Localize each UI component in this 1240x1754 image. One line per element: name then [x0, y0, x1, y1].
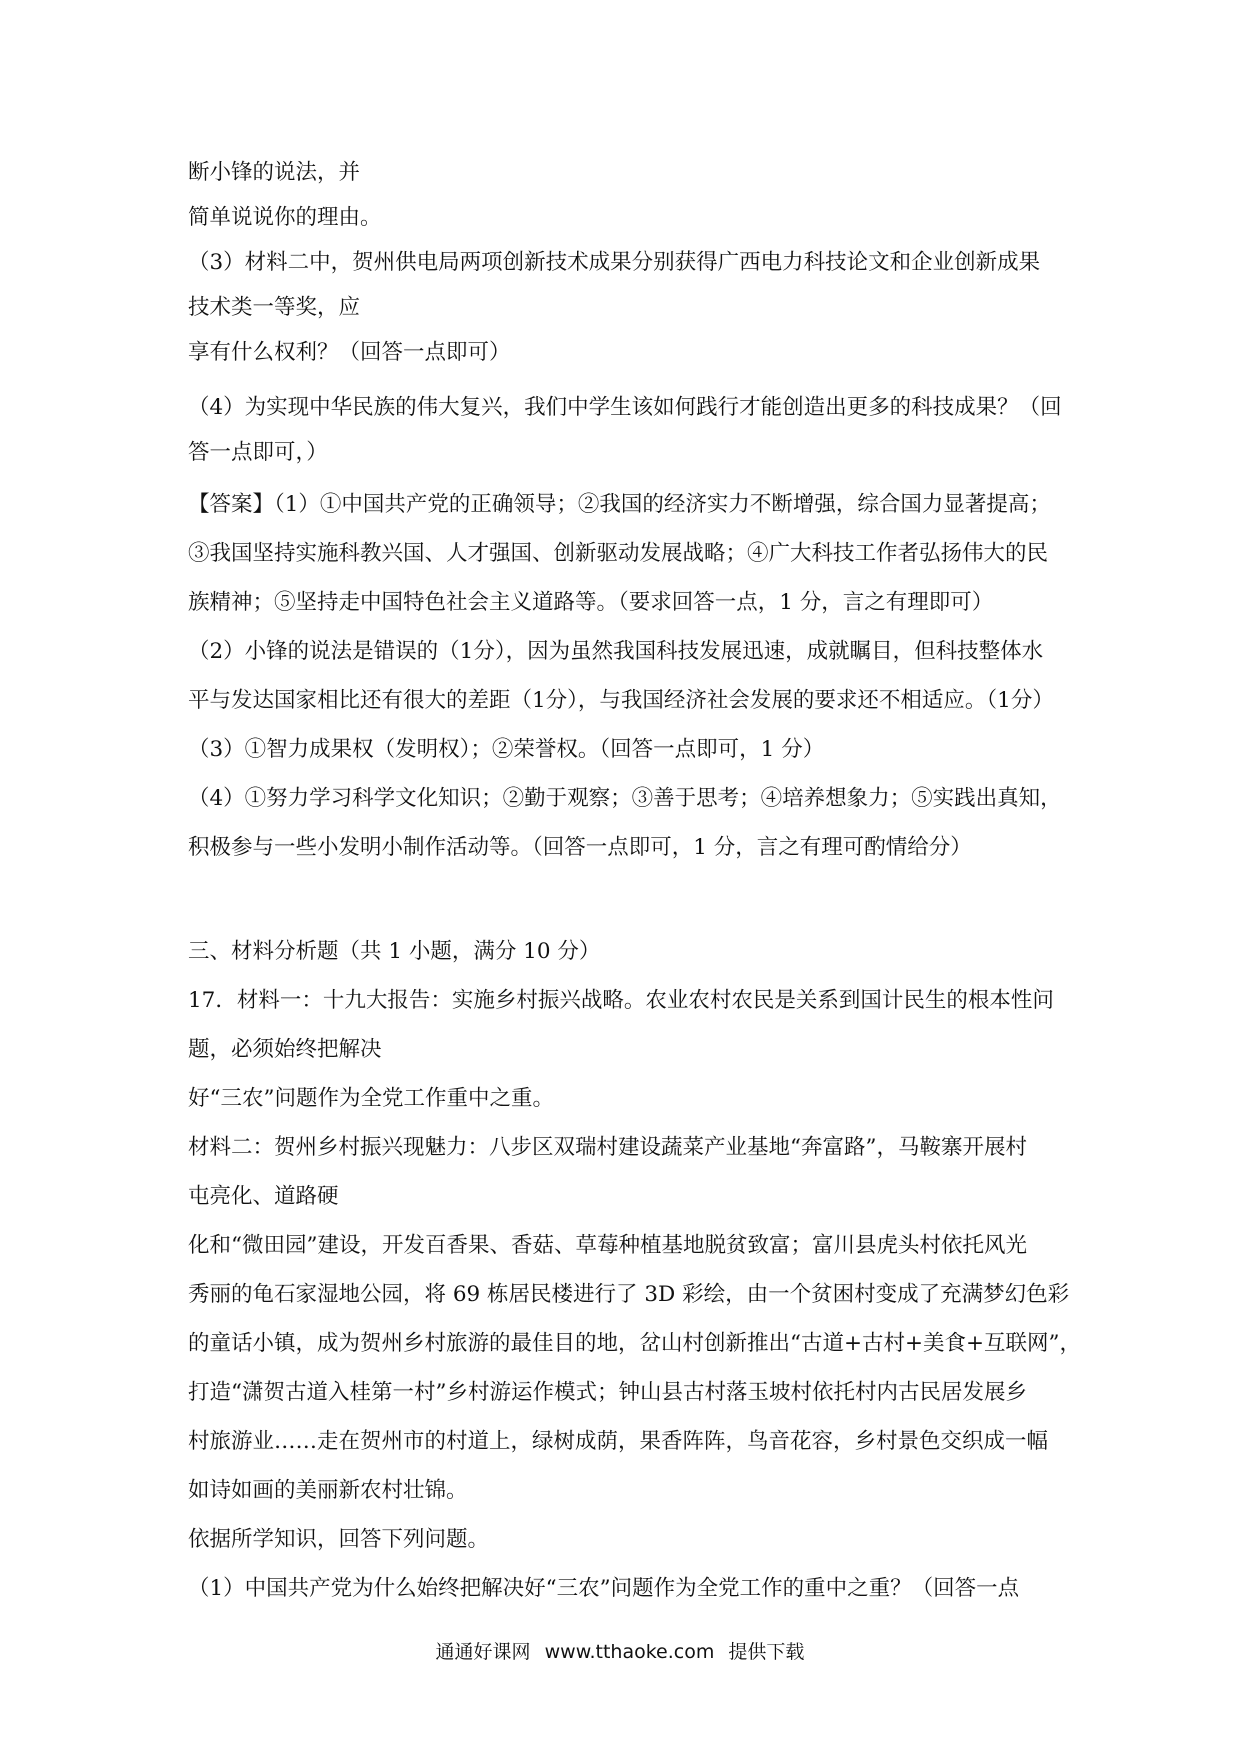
text-line: 享有什么权利？（回答一点即可）	[188, 340, 511, 365]
question-line: 材料二：贺州乡村振兴现魅力：八步区双瑞村建设蔬菜产业基地“奔富路”，马鞍寨开展村	[188, 1135, 1027, 1160]
question-line: 依据所学知识，回答下列问题。	[188, 1527, 490, 1552]
question-line: 题，必须始终把解决	[188, 1037, 382, 1062]
answer-line: 平与发达国家相比还有很大的差距（1分），与我国经济社会发展的要求还不相适应。（1分）	[188, 688, 1054, 713]
text-line: 简单说说你的理由。	[188, 205, 382, 230]
question-line: 的童话小镇，成为贺州乡村旅游的最佳目的地，岔山村创新推出“古道+古村+美食+互联网”，	[188, 1331, 1082, 1356]
question-line: 打造“潇贺古道入桂第一村”乡村游运作模式；钟山县古村落玉坡村依托村内古民居发展乡	[188, 1380, 1027, 1405]
question-line: 化和“微田园”建设，开发百香果、香菇、草莓种植基地脱贫致富；富川县虎头村依托风光	[188, 1233, 1027, 1258]
answer-line: 积极参与一些小发明小制作活动等。（回答一点即可，1 分，言之有理可酌情给分）	[188, 835, 972, 860]
question-line: （1）中国共产党为什么始终把解决好“三农”问题作为全党工作的重中之重？（回答一点	[188, 1576, 1020, 1601]
question-line: 好“三农”问题作为全党工作重中之重。	[188, 1086, 554, 1111]
footer-url[interactable]: www.tthaoke.com	[544, 1641, 715, 1663]
question-line: 秀丽的龟石家湿地公园，将 69 栋居民楼进行了 3D 彩绘，由一个贫困村变成了充满梦幻色彩	[188, 1282, 1070, 1307]
answer-line: （3）①智力成果权（发明权）；②荣誉权。（回答一点即可，1 分）	[188, 737, 825, 762]
question-line: 村旅游业……走在贺州市的村道上，绿树成荫，果香阵阵，鸟音花容，乡村景色交织成一幅	[188, 1429, 1049, 1454]
question-line: 17．材料一：十九大报告：实施乡村振兴战略。农业农村农民是关系到国计民生的根本性问	[188, 988, 1054, 1013]
section-heading: 三、材料分析题（共 1 小题，满分 10 分）	[188, 939, 601, 964]
answer-line: 族精神；⑤坚持走中国特色社会主义道路等。（要求回答一点，1 分，言之有理即可）	[188, 590, 994, 615]
answer-line: （2）小锋的说法是错误的（1分），因为虽然我国科技发展迅速，成就瞩目，但科技整体水	[188, 639, 1044, 664]
text-line: 技术类一等奖，应	[188, 295, 361, 320]
footer-suffix: 提供下载	[728, 1641, 805, 1663]
footer-site-name: 通通好课网	[435, 1641, 531, 1663]
text-line: 断小锋的说法，并	[188, 160, 361, 185]
text-line: （3）材料二中，贺州供电局两项创新技术成果分别获得广西电力科技论文和企业创新成果	[188, 250, 1041, 275]
answer-line: ③我国坚持实施科教兴国、人才强国、创新驱动发展战略；④广大科技工作者弘扬伟大的民	[188, 541, 1049, 566]
text-line: 答一点即可，）	[188, 440, 328, 465]
answer-line: （4）①努力学习科学文化知识；②勤于观察；③善于思考；④培养想象力；⑤实践出真知，	[188, 786, 1062, 811]
text-line: （4）为实现中华民族的伟大复兴，我们中学生该如何践行才能创造出更多的科技成果？（回	[188, 395, 1062, 420]
question-line: 如诗如画的美丽新农村壮锦。	[188, 1478, 468, 1503]
answer-line: 【答案】（1）①中国共产党的正确领导；②我国的经济实力不断增强，综合国力显著提高；	[188, 492, 1051, 517]
question-line: 屯亮化、道路硬	[188, 1184, 339, 1209]
page-footer	[0, 1637, 1240, 1664]
